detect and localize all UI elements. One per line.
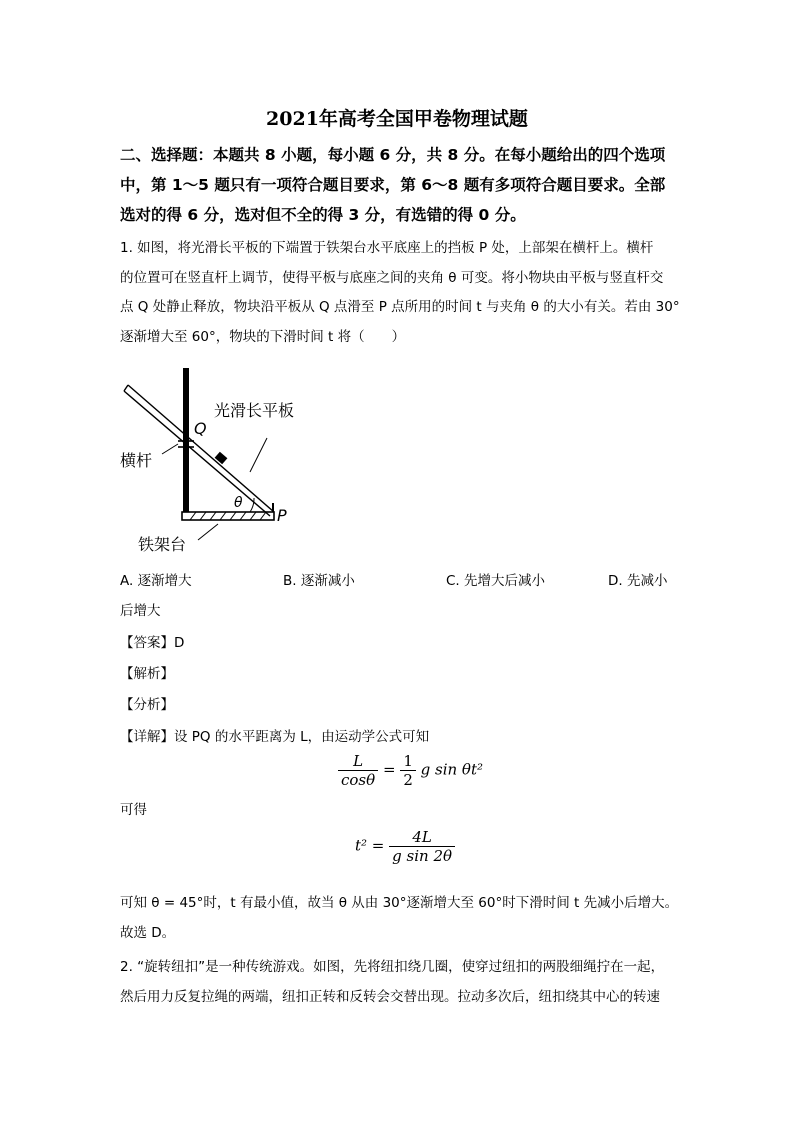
answer-value: D — [174, 635, 185, 651]
fenxi-tag: 【分析】 — [120, 697, 174, 713]
option-d-continued: 后增大 — [120, 603, 161, 619]
question-2-stem — [120, 953, 680, 1012]
question-line: 1. 如图，将光滑长平板的下端置于铁架台水平底座上的挡板 P 处，上部架在横杆上。横杆 — [120, 240, 654, 256]
formula-1-eq: = — [382, 760, 396, 779]
formula-2 — [355, 828, 455, 865]
detail-row — [120, 727, 429, 747]
kede-text: 可得 — [120, 802, 147, 818]
option-d[interactable]: D. 先减小 — [608, 573, 668, 589]
label-stand: 铁架台 — [138, 535, 187, 554]
analysis-tag: 【解析】 — [120, 666, 174, 682]
formula-1-half-den: 2 — [403, 771, 413, 789]
label-board: 光滑长平板 — [214, 401, 295, 420]
option-c[interactable]: C. 先增大后减小 — [446, 573, 546, 589]
detail-text: 设 PQ 的水平距离为 L，由运动学公式可知 — [174, 729, 430, 745]
label-theta: θ — [234, 495, 243, 511]
formula-2-num: 4L — [389, 828, 455, 847]
page-title: 2021年高考全国甲卷物理试题 — [266, 108, 528, 130]
question-line: 然后用力反复拉绳的两端，纽扣正转和反转会交替出现。拉动多次后，纽扣绕其中心的转速 — [120, 988, 660, 1005]
choose-line: 故选 D。 — [120, 924, 176, 941]
stand-base — [182, 512, 274, 520]
formula-1-lhs-den: cosθ — [341, 771, 376, 789]
answer-tag: 【答案】 — [120, 635, 174, 651]
formula-1-lhs-num: L — [338, 752, 378, 771]
formula-1 — [338, 752, 483, 789]
question-line: 点 Q 处静止释放，物块沿平板从 Q 点滑至 P 点所用的时间 t 与夹角 θ 的大小有关。若由 30° — [120, 299, 680, 315]
formula-1-rhs: g sin θt² — [420, 760, 484, 779]
formula-1-half — [400, 752, 416, 789]
formula-2-frac — [389, 828, 455, 865]
question-line: 2. “旋转纽扣”是一种传统游戏。如图，先将纽扣绕几圈，使穿过纽扣的两股细绳拧在一起， — [120, 959, 665, 975]
label-p: P — [277, 506, 287, 525]
section-line: 中，第 1～5 题只有一项符合题目要求，第 6～8 题有多项符合题目要求。全部 — [120, 176, 666, 194]
label-q: Q — [194, 419, 207, 438]
question-line: 逐渐增大至 60°，物块的下滑时间 t 将（ ） — [120, 328, 406, 345]
question-1-stem — [120, 234, 680, 352]
incline-figure — [110, 362, 340, 562]
detail-tag: 【详解】 — [120, 729, 174, 745]
formula-2-lhs: t² = — [355, 836, 385, 855]
stand-leader-line — [198, 524, 218, 540]
conclusion-line: 可知 θ = 45°时，t 有最小值，故当 θ 从由 30°逐渐增大至 60°时下滑时间 t 先减小后增大。 — [120, 895, 679, 911]
section-instructions — [120, 140, 680, 230]
option-a[interactable]: A. 逐渐增大 — [120, 573, 192, 589]
option-b[interactable]: B. 逐渐减小 — [283, 573, 355, 589]
solution-conclusion — [120, 889, 680, 948]
formula-1-lhs — [338, 752, 378, 789]
section-line: 二、选择题：本题共 8 小题，每小题 6 分，共 8 分。在每小题给出的四个选项 — [120, 146, 666, 164]
formula-1-half-num: 1 — [400, 752, 416, 771]
answer-row — [120, 633, 184, 653]
label-bar: 横杆 — [120, 451, 153, 470]
section-line: 选对的得 6 分，选对但不全的得 3 分，有选错的得 0 分。 — [120, 206, 526, 224]
board-leader-line — [250, 438, 267, 472]
formula-2-den: g sin 2θ — [392, 847, 453, 865]
bar-leader-line — [162, 444, 178, 454]
question-line: 的位置可在竖直杆上调节，使得平板与底座之间的夹角 θ 可变。将小物块由平板与竖直杆交 — [120, 269, 664, 286]
